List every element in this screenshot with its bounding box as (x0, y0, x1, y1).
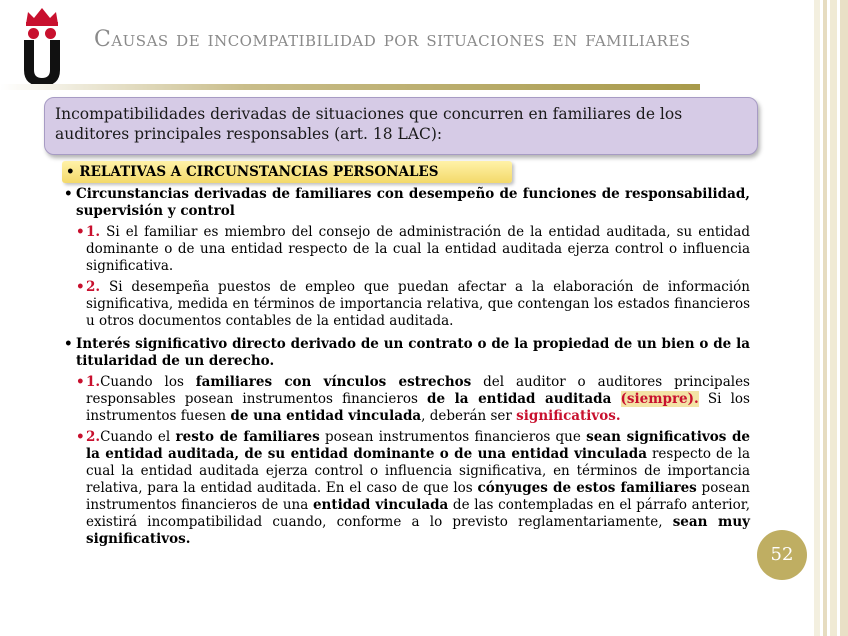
university-logo (18, 6, 66, 82)
block1-item1: • 1. Si el familiar es miembro del consejo de administración de la entidad auditada, su entidad dominante o de una entidad respecto de la cual la entidad auditada ejerza control o influencia significativa. (76, 224, 750, 274)
section-heading: • RELATIVAS A CIRCUNSTANCIAS PERSONALES (62, 161, 512, 183)
slide-content (62, 184, 750, 548)
slide-title: Causas de incompatibilidad por situaciones en familiares (94, 27, 691, 52)
block2-heading: • Interés significativo directo derivado de un contrato o de la propiedad de un bien o de la titularidad de un derecho. (64, 336, 750, 369)
u-letter-icon (22, 40, 62, 86)
block2-item2: • 2.Cuando el resto de familiares posean instrumentos financieros que sean significativos de la entidad auditada, de su entidad dominante o de una entidad vinculada respecto de la cual la entidad auditada ejerza control o influencia significativa, en términos de importancia relativa, para la entidad auditada. En el caso de que los cónyuges de estos familiares posean instrumentos financieros de una entidad vinculada de las contempladas en el párrafo anterior, existirá incompatibilidad cuando, conforme a lo previsto reglamentariamente, sean muy significativos. (76, 429, 751, 547)
logo-dot-right (45, 28, 56, 39)
page-number-badge: 52 (757, 530, 807, 580)
block1-item2: • 2. Si desempeña puestos de empleo que puedan afectar a la elaboración de información significativa, medida en términos de importancia relativa, que contengan los estados financieros u otros documentos contables de la entidad auditada. (76, 279, 750, 329)
decorative-side-stripes (814, 0, 848, 636)
intro-box: Incompatibilidades derivadas de situaciones que concurren en familiares de los auditores principales responsables (art. 18 LAC): (44, 97, 758, 155)
block2-item1: • 1.Cuando los familiares con vínculos estrechos del auditor o auditores principales responsables posean instrumentos financieros de la entidad auditada (siempre). Si los instrumentos fuesen de una entidad vinculada, deberán ser significativos. (76, 374, 750, 424)
logo-dot-left (28, 28, 39, 39)
title-underline (0, 84, 700, 90)
section-heading-text: RELATIVAS A CIRCUNSTANCIAS PERSONALES (79, 164, 439, 180)
block1-heading: • Circunstancias derivadas de familiares con desempeño de funciones de responsabilidad, supervisión y control (64, 186, 750, 219)
crown-icon (24, 6, 60, 26)
